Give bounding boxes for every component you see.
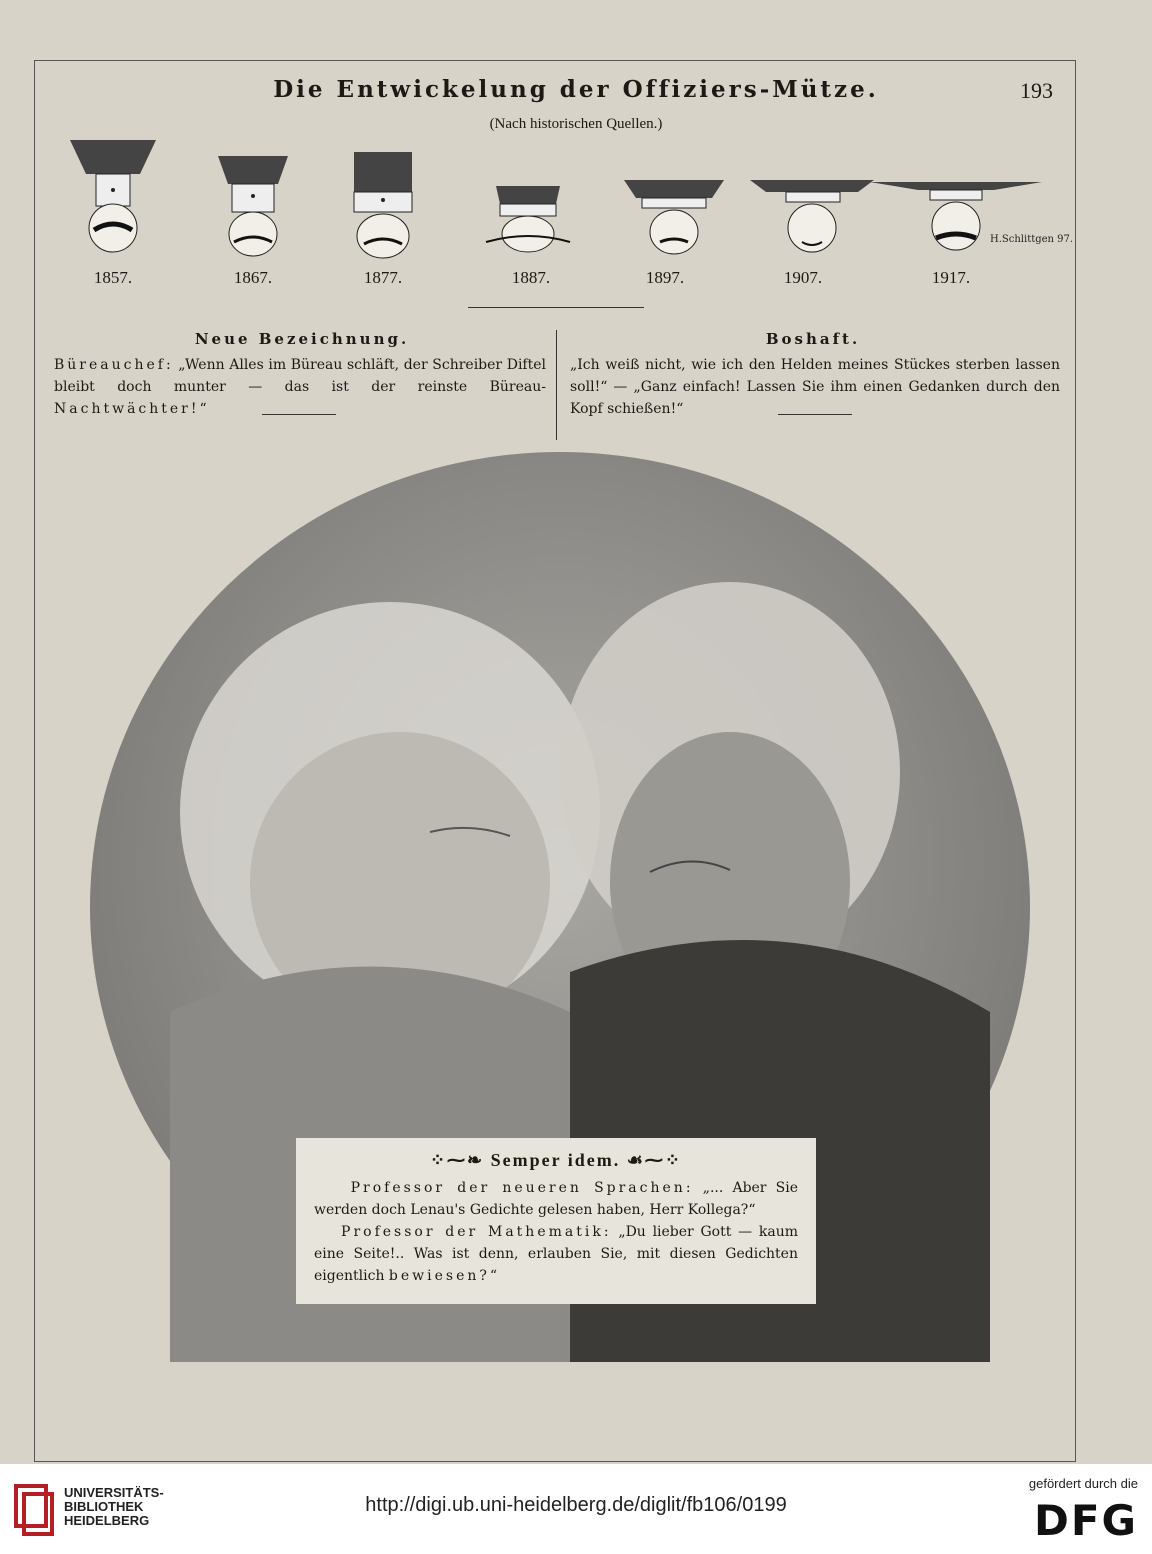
column-divider [556, 330, 557, 440]
caption-line-1: „... Aber Sie werden doch Lenau's Gedichte gelesen haben, Herr Kollega?“ [314, 1180, 799, 1218]
officer-head-1887-icon [476, 138, 626, 268]
cap-year: 1897. [645, 268, 685, 287]
right-column-text: „Ich weiß nicht, wie ich den Helden meines Stückes sterben lassen soll!“ — „Ganz einfach! Lassen Sie ihm einen Gedanken durch den Kopf schießen!“ [570, 357, 1060, 417]
cap-year: 1857. [93, 268, 133, 287]
caption-speaker-2: Professor der Mathematik: [341, 1224, 612, 1240]
caption-title: ⁘⁓❧ Semper idem. ☙⁓⁘ [429, 1150, 683, 1170]
caption-body [314, 1177, 798, 1287]
caption-line-2a: „Du lieber Gott — kaum eine Seite!.. Was ist denn, erlauben Sie, mit diesen Gedichten eigentlich [314, 1224, 799, 1284]
right-end-rule [778, 414, 852, 415]
page-number: 193 [1020, 78, 1053, 103]
left-column-text [54, 354, 546, 420]
university-library-name: UNIVERSITÄTS- BIBLIOTHEK HEIDELBERG [64, 1485, 164, 1528]
cartoon-signature: H.Schlittgen 97. [990, 234, 1074, 245]
officer-head-1917-icon [870, 138, 1074, 268]
left-speaker: Büreauchef: [54, 357, 174, 373]
caption-speaker-1: Professor der neueren Sprachen: [350, 1180, 694, 1196]
dfg-logo: DFG [1033, 1496, 1138, 1545]
ornament-right-icon: ☙⁓⁘ [620, 1150, 683, 1170]
ornament-left-icon: ⁘⁓❧ [429, 1150, 491, 1170]
section-divider [468, 307, 644, 308]
cap-year: 1877. [363, 268, 403, 287]
officer-head-1897-icon [620, 138, 770, 268]
funding-note: gefördert durch die [1028, 1476, 1138, 1491]
cap-evolution-strip [60, 138, 1074, 298]
left-text-main: „Wenn Alles im Büreau schläft, der Schreiber Diftel bleibt doch munter — das ist der reinste Büreau- [54, 357, 546, 395]
left-end-rule [262, 414, 336, 415]
footer-bar [0, 1464, 1152, 1554]
source-url-link[interactable]: http://digi.ub.uni-heidelberg.de/diglit/fb106/0199 [365, 1494, 787, 1516]
left-column-heading: Neue Bezeichnung. [194, 330, 410, 348]
caption-line-2b: bewiesen?“ [388, 1268, 501, 1284]
illustration-caption [296, 1138, 816, 1304]
right-column-heading: Boshaft. [765, 330, 861, 348]
cap-sketch [870, 138, 1074, 298]
officer-head-1857-icon [60, 138, 210, 268]
page-title: Die Entwickelung der Offiziers-Mütze. [273, 76, 879, 103]
cap-year: 1867. [233, 268, 273, 287]
cap-year: 1907. [783, 268, 823, 287]
page-subtitle: (Nach historischen Quellen.) [489, 116, 663, 132]
cap-year: 1887. [511, 268, 551, 287]
cap-year: 1917. [931, 268, 971, 287]
left-text-end: Nachtwächter!“ [54, 401, 210, 417]
officer-head-1867-icon [214, 138, 364, 268]
